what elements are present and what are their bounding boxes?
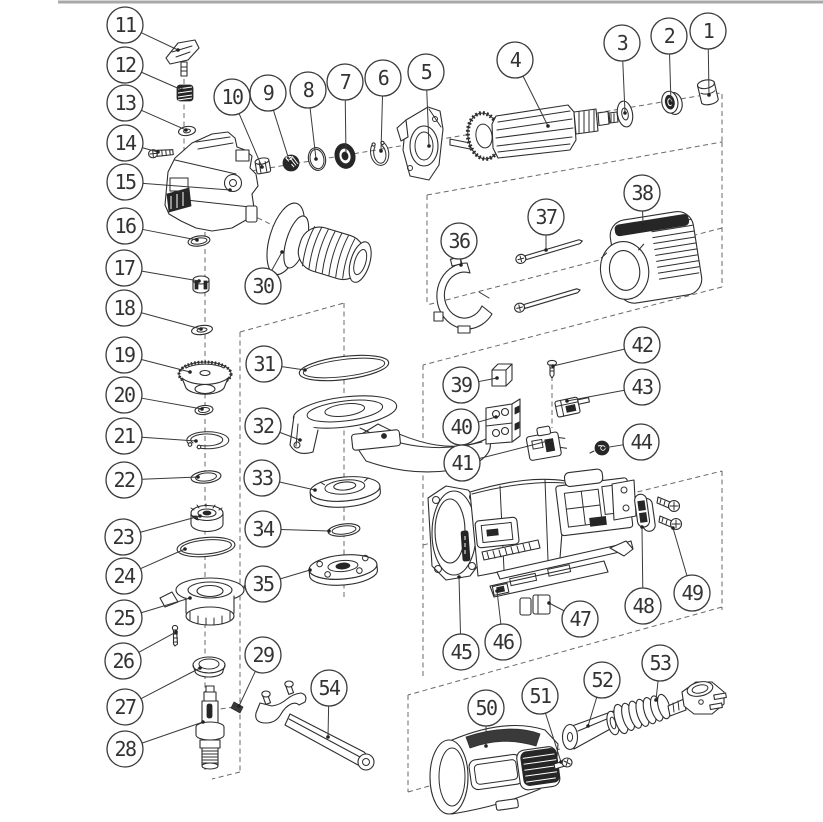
part-19-crown-gear (179, 362, 231, 394)
leader-dot-42 (551, 364, 555, 368)
leader-dot-12 (180, 88, 184, 92)
leader-line-47 (549, 603, 564, 611)
leader-line-19 (141, 359, 190, 372)
leader-line-16 (143, 229, 197, 240)
callout-number-5: 5 (420, 60, 432, 84)
leader-dot-16 (195, 238, 199, 242)
callout-31[interactable] (246, 346, 307, 382)
part-15-gear-head-housing (165, 132, 258, 231)
leader-line-29 (239, 671, 255, 706)
part-20-ring (195, 405, 214, 416)
callout-46[interactable] (485, 589, 521, 660)
callout-number-24: 24 (113, 564, 135, 588)
leader-dot-20 (200, 407, 204, 411)
callout-11[interactable] (107, 7, 180, 52)
leader-dot-46 (495, 589, 499, 593)
leader-dot-13 (184, 128, 188, 132)
callout-number-9: 9 (262, 81, 274, 105)
part-26-screw (172, 625, 177, 646)
callout-45[interactable] (443, 575, 479, 670)
leader-line-45 (459, 577, 461, 634)
callout-number-43: 43 (631, 375, 653, 399)
part-31-o-ring (298, 351, 390, 385)
callout-number-54: 54 (318, 676, 340, 700)
leader-dot-5 (427, 144, 431, 148)
leader-line-11 (141, 33, 178, 50)
callout-35[interactable] (245, 566, 312, 602)
callout-33[interactable] (244, 460, 317, 496)
callout-number-20: 20 (113, 383, 135, 407)
callout-34[interactable] (245, 511, 331, 547)
callout-number-47: 47 (569, 607, 591, 631)
callout-number-39: 39 (450, 373, 472, 397)
callout-number-46: 46 (492, 630, 514, 654)
part-40-terminal-block (486, 399, 520, 444)
callout-number-44: 44 (630, 430, 652, 454)
leader-dot-26 (174, 630, 178, 634)
leader-dot-15 (228, 188, 232, 192)
leader-dot-2 (669, 101, 673, 105)
callout-number-45: 45 (450, 640, 472, 664)
leader-dot-35 (308, 568, 312, 572)
callout-8[interactable] (290, 72, 326, 161)
callout-17[interactable] (106, 250, 201, 286)
callout-19[interactable] (106, 337, 192, 374)
part-42-screw (548, 360, 557, 378)
leader-dot-10 (260, 165, 264, 169)
callout-number-14: 14 (114, 131, 136, 155)
callout-number-34: 34 (252, 517, 274, 541)
leader-line-35 (280, 570, 310, 579)
callout-44[interactable] (601, 424, 659, 460)
part-16-o-ring (187, 235, 210, 248)
part-35-clamp-nut (308, 552, 378, 588)
callout-number-53: 53 (649, 651, 671, 675)
callout-number-11: 11 (114, 13, 136, 37)
callout-number-22: 22 (113, 468, 135, 492)
callout-26[interactable] (105, 630, 178, 679)
callout-13[interactable] (107, 85, 188, 132)
callout-48[interactable] (625, 525, 661, 624)
leader-dot-47 (547, 601, 551, 605)
callout-30[interactable] (245, 250, 284, 304)
leader-dot-22 (196, 475, 200, 479)
leader-dot-40 (494, 415, 498, 419)
leader-dot-54 (326, 735, 330, 739)
callout-number-19: 19 (113, 343, 135, 367)
callout-39[interactable] (443, 367, 499, 403)
callout-number-49: 49 (681, 581, 703, 605)
callout-18[interactable] (106, 290, 203, 331)
part-17-bushing (193, 276, 209, 293)
part-14-screw (148, 148, 173, 159)
leader-line-24 (140, 549, 185, 569)
callout-number-26: 26 (112, 649, 134, 673)
leader-dot-48 (640, 525, 644, 529)
part-50-rear-housing (430, 725, 561, 814)
part-33-inner-flange (309, 474, 381, 510)
leader-dot-32 (298, 438, 302, 442)
part-41-switch (525, 424, 568, 461)
leader-dot-11 (176, 48, 180, 52)
callout-number-31: 31 (253, 352, 275, 376)
leader-line-27 (141, 668, 200, 699)
callout-number-40: 40 (450, 415, 472, 439)
leader-dot-44 (601, 446, 605, 450)
leader-dot-7 (344, 153, 348, 157)
part-6-circlip (369, 141, 391, 167)
part-39-terminal-box (492, 364, 512, 386)
callout-number-25: 25 (113, 606, 135, 630)
leader-dot-6 (379, 149, 383, 153)
callout-number-38: 38 (631, 181, 653, 205)
leader-line-26 (139, 632, 176, 652)
leader-dot-18 (199, 327, 203, 331)
part-37-screws (514, 239, 584, 313)
leader-line-22 (142, 477, 198, 479)
leader-line-34 (281, 530, 329, 531)
callout-29[interactable] (237, 637, 281, 708)
callout-number-36: 36 (448, 229, 470, 253)
leader-dot-53 (654, 698, 658, 702)
callout-number-2: 2 (663, 24, 675, 48)
callout-49[interactable] (671, 526, 710, 611)
part-36-fan-baffle (434, 257, 492, 333)
leader-dot-50 (484, 744, 488, 748)
callout-number-29: 29 (252, 643, 274, 667)
leader-dot-52 (586, 724, 590, 728)
leader-line-12 (141, 72, 182, 90)
callout-number-17: 17 (113, 256, 135, 280)
leader-line-54 (328, 706, 329, 737)
part-12-spring (177, 85, 193, 101)
leader-dot-37 (544, 248, 548, 252)
callout-number-28: 28 (114, 737, 136, 761)
leader-dot-45 (457, 575, 461, 579)
callout-number-7: 7 (339, 70, 351, 94)
part-48-brush-cap (634, 493, 656, 533)
part-49-screws (657, 497, 682, 530)
leader-dot-4 (546, 124, 550, 128)
callout-number-30: 30 (252, 274, 274, 298)
leader-dot-24 (183, 547, 187, 551)
leader-dot-29 (237, 704, 241, 708)
part-23-ball-bearing (191, 504, 223, 532)
leader-dot-30 (280, 250, 284, 254)
leader-line-49 (673, 528, 687, 576)
leader-dot-28 (201, 720, 205, 724)
callout-number-23: 23 (112, 525, 134, 549)
leader-dot-8 (314, 157, 318, 161)
part-53-cord-guard-plug (605, 679, 727, 736)
leader-line-31 (282, 367, 305, 370)
callout-number-15: 15 (114, 170, 136, 194)
leader-dot-36 (459, 263, 463, 267)
callout-number-48: 48 (632, 594, 654, 618)
callout-number-41: 41 (451, 451, 473, 475)
part-34-o-ring-small (327, 522, 360, 538)
part-24-large-o-ring (176, 535, 235, 559)
callout-number-35: 35 (252, 572, 274, 596)
callout-number-51: 51 (529, 684, 551, 708)
callout-number-13: 13 (114, 91, 136, 115)
leader-line-28 (142, 722, 203, 743)
leader-dot-21 (194, 439, 198, 443)
leader-line-13 (141, 110, 186, 130)
callout-number-42: 42 (631, 333, 653, 357)
leader-dot-34 (327, 529, 331, 533)
callout-number-52: 52 (591, 668, 613, 692)
callout-number-18: 18 (113, 296, 135, 320)
leader-line-48 (642, 527, 643, 588)
callout-21[interactable] (106, 418, 198, 454)
leader-dot-31 (303, 368, 307, 372)
leader-dot-19 (188, 370, 192, 374)
leader-dot-9 (288, 161, 292, 165)
part-28-spindle (196, 686, 224, 769)
leader-dot-25 (188, 596, 192, 600)
callout-number-6: 6 (377, 66, 389, 90)
part-29-key-pin (231, 702, 243, 713)
leader-line-17 (142, 271, 199, 281)
callout-22[interactable] (106, 462, 200, 498)
callout-number-33: 33 (251, 466, 273, 490)
part-5-bearing-flange (397, 107, 443, 180)
leader-dot-51 (559, 760, 563, 764)
leader-dot-43 (565, 399, 569, 403)
part-21-circlip (187, 432, 229, 449)
part-11-lock-lever (166, 40, 199, 76)
leader-dot-14 (156, 150, 160, 154)
callout-number-32: 32 (252, 414, 274, 438)
callout-number-3: 3 (616, 31, 628, 55)
callout-number-8: 8 (302, 78, 314, 102)
leader-line-33 (280, 482, 315, 490)
callout-number-4: 4 (509, 48, 521, 72)
leader-dot-39 (495, 376, 499, 380)
part-1-cap (697, 78, 719, 106)
callout-number-12: 12 (114, 53, 136, 77)
leader-line-20 (142, 398, 202, 409)
callout-53[interactable] (642, 645, 678, 702)
leader-line-43 (567, 390, 624, 401)
callout-25[interactable] (106, 596, 192, 636)
callout-number-16: 16 (114, 214, 136, 238)
leader-dot-1 (707, 93, 711, 97)
leader-line-9 (273, 110, 290, 163)
callout-6[interactable] (365, 60, 401, 153)
callout-number-50: 50 (475, 696, 497, 720)
callout-28[interactable] (107, 720, 205, 767)
part-27-collar-washer (193, 657, 225, 677)
callout-7[interactable] (327, 64, 363, 157)
leader-dot-33 (313, 488, 317, 492)
callout-number-1: 1 (702, 19, 714, 43)
callout-number-37: 37 (535, 205, 557, 229)
leader-dot-17 (197, 279, 201, 283)
leader-dot-23 (198, 514, 202, 518)
callout-9[interactable] (250, 75, 292, 165)
callout-47[interactable] (547, 601, 598, 637)
leader-dot-27 (198, 666, 202, 670)
leader-dot-41 (546, 439, 550, 443)
leader-dot-38 (641, 222, 645, 226)
callout-number-10: 10 (221, 85, 243, 109)
callout-number-21: 21 (113, 424, 135, 448)
part-38-stator (593, 209, 704, 307)
callout-37[interactable] (528, 199, 564, 252)
part-47-brush-block (520, 595, 550, 615)
leader-dot-49 (671, 526, 675, 530)
callout-42[interactable] (551, 327, 660, 368)
leader-line-18 (141, 313, 201, 329)
leader-dot-3 (623, 111, 627, 115)
leader-line-42 (553, 349, 624, 366)
callout-number-27: 27 (114, 695, 136, 719)
part-4-armature (450, 105, 618, 161)
